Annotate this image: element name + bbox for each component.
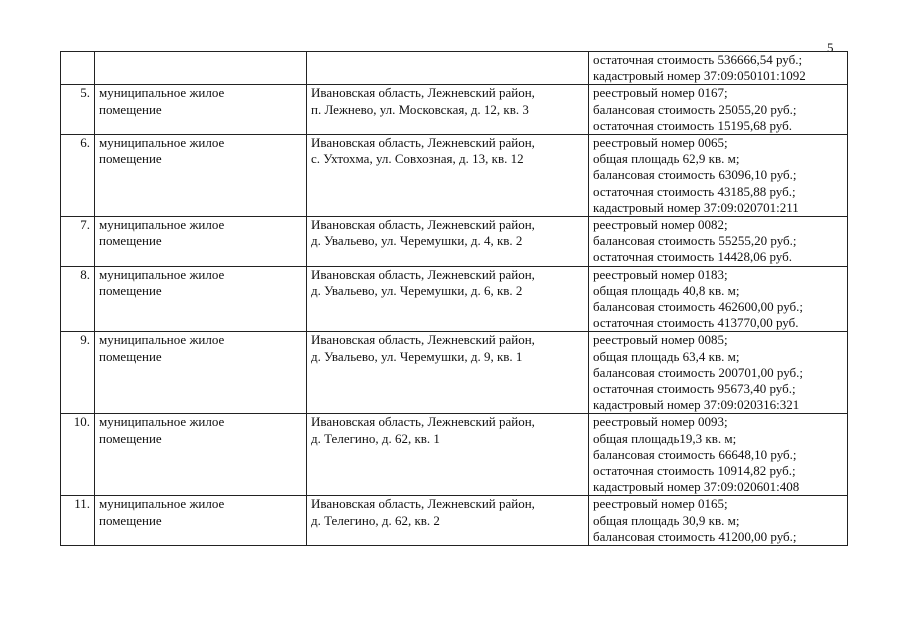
object-details-line: реестровый номер 0065; <box>593 135 728 151</box>
object-details-line: кадастровый номер 37:09:020601:408 <box>593 479 800 495</box>
object-details-line: балансовая стоимость 462600,00 руб.; <box>593 299 803 315</box>
object-name <box>95 135 307 217</box>
object-name <box>95 332 307 414</box>
table-row <box>61 52 848 85</box>
object-details <box>589 332 848 414</box>
object-address <box>307 85 589 135</box>
object-address-line: Ивановская область, Лежневский район, <box>311 332 535 348</box>
object-details <box>589 135 848 217</box>
row-number: 6. <box>61 135 95 217</box>
object-details-line: балансовая стоимость 41200,00 руб.; <box>593 528 797 544</box>
row-number <box>61 52 95 85</box>
table-row <box>61 414 848 496</box>
object-name <box>95 414 307 496</box>
object-details <box>589 266 848 332</box>
object-address-line: Ивановская область, Лежневский район, <box>311 496 535 512</box>
object-details-line: кадастровый номер 37:09:050101:1092 <box>593 68 806 84</box>
object-address <box>307 332 589 414</box>
object-address-line: д. Увальево, ул. Черемушки, д. 6, кв. 2 <box>311 282 523 298</box>
table-row <box>61 496 848 546</box>
object-address-line: с. Ухтохма, ул. Совхозная, д. 13, кв. 12 <box>311 151 524 167</box>
row-number: 9. <box>61 332 95 414</box>
property-registry-table <box>60 51 848 546</box>
object-details-line: реестровый номер 0082; <box>593 217 728 233</box>
table-row <box>61 135 848 217</box>
object-name <box>95 496 307 546</box>
object-details-line: реестровый номер 0167; <box>593 85 728 101</box>
object-address-line: Ивановская область, Лежневский район, <box>311 266 535 282</box>
object-details-line: остаточная стоимость 14428,06 руб. <box>593 249 792 265</box>
row-number: 5. <box>61 85 95 135</box>
object-address-line: Ивановская область, Лежневский район, <box>311 135 535 151</box>
object-details <box>589 496 848 546</box>
object-name-line: муниципальное жилое <box>99 496 225 512</box>
object-name-line: муниципальное жилое <box>99 135 225 151</box>
object-name-line: помещение <box>99 151 162 167</box>
object-details-line: балансовая стоимость 63096,10 руб.; <box>593 167 797 183</box>
object-details-line: остаточная стоимость 536666,54 руб.; <box>593 52 803 67</box>
object-details-line: кадастровый номер 37:09:020701:211 <box>593 199 799 215</box>
table-row <box>61 266 848 332</box>
object-details-line: остаточная стоимость 95673,40 руб.; <box>593 381 796 397</box>
object-name-line: муниципальное жилое <box>99 414 225 430</box>
row-number: 10. <box>61 414 95 496</box>
object-name <box>95 52 307 85</box>
table-row <box>61 332 848 414</box>
object-details-line: общая площадь 62,9 кв. м; <box>593 151 740 167</box>
object-details-line: общая площадь 40,8 кв. м; <box>593 282 740 298</box>
object-address <box>307 266 589 332</box>
object-name-line: помещение <box>99 348 162 364</box>
object-details-line: реестровый номер 0165; <box>593 496 728 512</box>
table-row <box>61 217 848 267</box>
object-details <box>589 85 848 135</box>
object-name-line <box>99 68 302 84</box>
object-details-line: балансовая стоимость 200701,00 руб.; <box>593 364 803 380</box>
object-details-line: балансовая стоимость 55255,20 руб.; <box>593 233 797 249</box>
object-name <box>95 85 307 135</box>
object-details <box>589 414 848 496</box>
object-address-line: Ивановская область, Лежневский район, <box>311 217 535 233</box>
object-name-line: помещение <box>99 282 162 298</box>
row-number: 7. <box>61 217 95 267</box>
object-address <box>307 135 589 217</box>
object-name-line: муниципальное жилое <box>99 217 225 233</box>
table-body <box>61 52 848 546</box>
object-address <box>307 414 589 496</box>
object-address-line: д. Увальево, ул. Черемушки, д. 9, кв. 1 <box>311 348 523 364</box>
row-number: 8. <box>61 266 95 332</box>
object-details-line: общая площадь19,3 кв. м; <box>593 430 737 446</box>
object-address-line: д. Телегино, д. 62, кв. 2 <box>311 512 440 528</box>
page-number: 5 <box>827 40 834 55</box>
object-address-line: Ивановская область, Лежневский район, <box>311 85 535 101</box>
object-name <box>95 266 307 332</box>
object-address-line: д. Телегино, д. 62, кв. 1 <box>311 430 440 446</box>
object-details-line: балансовая стоимость 25055,20 руб.; <box>593 101 797 117</box>
object-details <box>589 52 848 85</box>
object-details-line: реестровый номер 0085; <box>593 332 728 348</box>
object-details-line: остаточная стоимость 413770,00 руб. <box>593 315 799 331</box>
object-name-line: муниципальное жилое <box>99 332 225 348</box>
object-name <box>95 217 307 267</box>
object-address <box>307 217 589 267</box>
object-name-line: муниципальное жилое <box>99 85 225 101</box>
object-details-line: остаточная стоимость 43185,88 руб.; <box>593 183 796 199</box>
object-address-line <box>311 52 584 68</box>
object-details-line: кадастровый номер 37:09:020316:321 <box>593 397 800 413</box>
object-name-line: помещение <box>99 101 162 117</box>
object-details-line: балансовая стоимость 66648,10 руб.; <box>593 446 797 462</box>
object-address-line: п. Лежнево, ул. Московская, д. 12, кв. 3 <box>311 101 529 117</box>
object-details-line: общая площадь 63,4 кв. м; <box>593 348 740 364</box>
object-name-line: помещение <box>99 430 162 446</box>
table-row <box>61 85 848 135</box>
object-name-line: помещение <box>99 512 162 528</box>
object-address <box>307 496 589 546</box>
object-name-line: муниципальное жилое <box>99 266 225 282</box>
object-details-line: остаточная стоимость 10914,82 руб.; <box>593 463 796 479</box>
object-address <box>307 52 589 85</box>
object-details-line: остаточная стоимость 15195,68 руб. <box>593 117 792 133</box>
object-address-line <box>311 68 584 84</box>
object-details <box>589 217 848 267</box>
object-details-line: реестровый номер 0093; <box>593 414 728 430</box>
row-number: 11. <box>61 496 95 546</box>
object-address-line: д. Увальево, ул. Черемушки, д. 4, кв. 2 <box>311 233 523 249</box>
object-name-line <box>99 52 302 68</box>
object-name-line: помещение <box>99 233 162 249</box>
object-details-line: реестровый номер 0183; <box>593 266 728 282</box>
object-address-line: Ивановская область, Лежневский район, <box>311 414 535 430</box>
object-details-line: общая площадь 30,9 кв. м; <box>593 512 740 528</box>
